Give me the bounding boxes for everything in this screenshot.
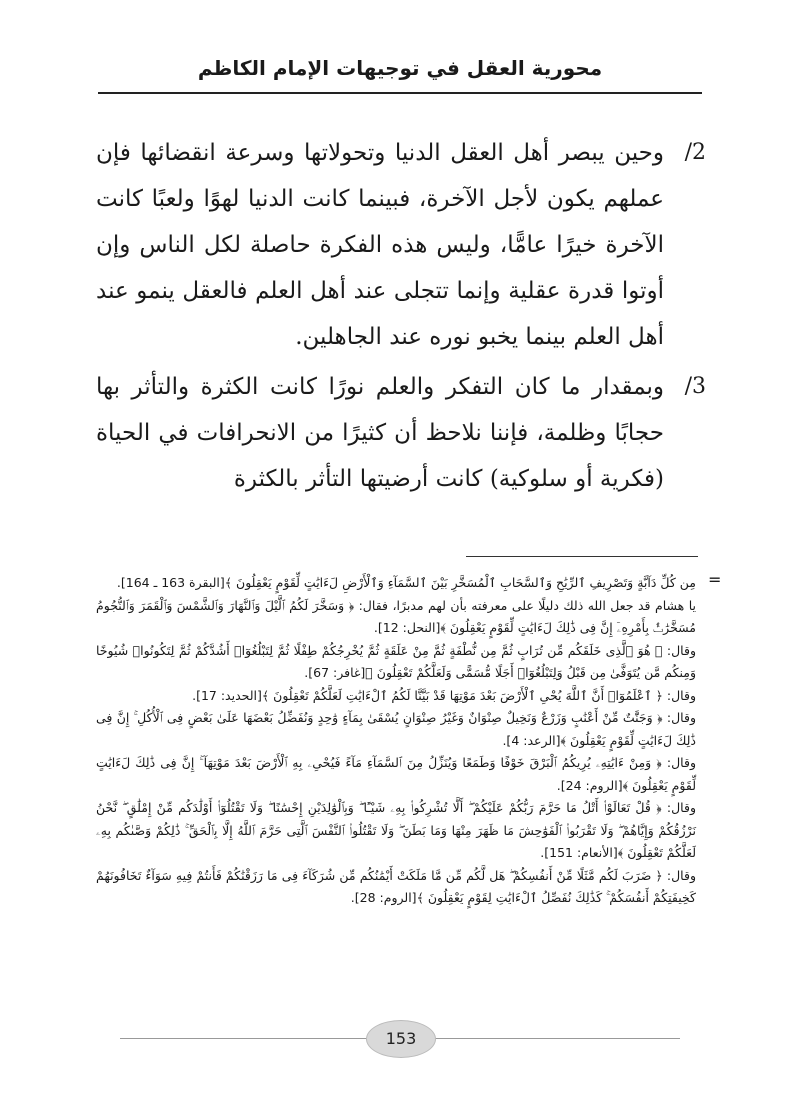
header-divider (98, 92, 702, 94)
footnote-divider (466, 556, 698, 557)
main-text (96, 130, 706, 506)
footnote-line: وقال: ﴿ ضَرَبَ لَكُم مَّثَلًا مِّنْ أَنفُسِكُمْ ۖ هَل لَّكُم مِّن مَّا مَلَكَتْ أَيْمَٰنُكُم مِّن شُرَكَآءَ فِى مَا رَزَقْنَٰكُمْ فَأَنتُمْ فِيهِ سَوَآءٌ تَخَافُونَهُمْ كَخِيفَتِكُمْ أَنفُسَكُمْ ۚ كَذَٰلِكَ نُفَصِّلُ ٱلْءَايَٰتِ لِقَوْمٍ يَعْقِلُونَ ﴾[الروم: 28]. (96, 867, 696, 905)
point-paragraph: وحين يبصر أهل العقل الدنيا وتحولاتها وسرعة انقضائها فإن عملهم يكون لأجل الآخرة، فبينما كانت الدنيا لهوًا ولعبًا كانت الآخرة خيرًا عامًّا، وليس هذه الفكرة حاصلة لكل الناس وإن أوتوا قدرة عقلية وإنما تتجلى عند أهل العلم فالعقل ينمو عند أهل العلم بينما يخبو نوره عند الجاهلين. (96, 140, 664, 350)
footnote-line: وقال: ﴿ هُوَ ٱلَّذِى خَلَقَكُم مِّن تُرَابٍ ثُمَّ مِن نُّطْفَةٍ ثُمَّ مِنْ عَلَقَةٍ ثُمَّ يُخْرِجُكُمْ طِفْلًا ثُمَّ لِتَبْلُغُوٓا۟ أَشُدَّكُمْ ثُمَّ لِتَكُونُوا۟ شُيُوخًا وَمِنكُم مَّن يُتَوَفَّىٰ مِن قَبْلُ وَلِتَبْلُغُوٓا۟ أَجَلًا مُّسَمًّى وَلَعَلَّكُمْ تَعْقِلُونَ ﴾[غافر: 67]. (96, 642, 696, 680)
footnotes (96, 572, 696, 910)
footnote-line: مِن كُلِّ دَآبَّةٍ وَتَصْرِيفِ ٱلرِّيَٰحِ وَٱلسَّحَابِ ٱلْمُسَخَّرِ بَيْنَ ٱلسَّمَآءِ وَٱلْأَرْضِ لَءَايَٰتٍ لِّقَوْمٍ يَعْقِلُونَ ﴾[البقرة 163 ـ 164]. (116, 575, 696, 590)
footnote-line: وقال: ﴿ قُلْ تَعَالَوْا۟ أَتْلُ مَا حَرَّمَ رَبُّكُمْ عَلَيْكُمْ ۖ أَلَّا تُشْرِكُوا۟ بِهِۦ شَيْـًٔا ۖ وَبِٱلْوَٰلِدَيْنِ إِحْسَٰنًا ۖ وَلَا تَقْتُلُوٓا۟ أَوْلَٰدَكُم مِّنْ إِمْلَٰقٍ ۖ نَّحْنُ نَرْزُقُكُمْ وَإِيَّاهُمْ ۖ وَلَا تَقْرَبُوا۟ ٱلْفَوَٰحِشَ مَا ظَهَرَ مِنْهَا وَمَا بَطَنَ ۖ وَلَا تَقْتُلُوا۟ ٱلنَّفْسَ ٱلَّتِى حَرَّمَ ٱللَّهُ إِلَّا بِٱلْحَقِّ ۚ ذَٰلِكُمْ وَصَّىٰكُم بِهِۦ لَعَلَّكُمْ تَعْقِلُونَ ﴾[الأنعام: 151]. (96, 800, 696, 860)
footnote-continuation-mark: = (708, 570, 722, 589)
footnote-line: وقال: ﴿ وَمِنْ ءَايَٰتِهِۦ يُرِيكُمُ ٱلْبَرْقَ خَوْفًا وَطَمَعًا وَيُنَزِّلُ مِنَ ٱلسَّمَآءِ مَآءً فَيُحْىِۦ بِهِ ٱلْأَرْضَ بَعْدَ مَوْتِهَآ ۚ إِنَّ فِى ذَٰلِكَ لَءَايَٰتٍ لِّقَوْمٍ يَعْقِلُونَ ﴾[الروم: 24]. (96, 755, 696, 793)
point-number: 3/ (684, 374, 706, 399)
point-paragraph: وبمقدار ما كان التفكر والعلم نورًا كانت الكثرة والتأثر بها حجابًا وظلمة، فإننا نلاحظ أن كثيرًا من الانحرافات في الحياة (فكرية أو سلوكية) كانت أرضيتها التأثر بالكثرة (96, 374, 664, 492)
footnote-line: وقال: ﴿ وَجَنَّٰتٌ مِّنْ أَعْنَٰبٍ وَزَرْعٌ وَنَخِيلٌ صِنْوَانٌ وَغَيْرُ صِنْوَانٍ يُسْقَىٰ بِمَآءٍ وَٰحِدٍ وَنُفَضِّلُ بَعْضَهَا عَلَىٰ بَعْضٍ فِى ٱلْأُكُلِ ۚ إِنَّ فِى ذَٰلِكَ لَءَايَٰتٍ لِّقَوْمٍ يَعْقِلُونَ ﴾[الرعد: 4]. (96, 710, 696, 748)
page-footer (0, 1016, 800, 1060)
footnote-line: وقال: ﴿ ٱعْلَمُوٓا۟ أَنَّ ٱللَّهَ يُحْىِ ٱلْأَرْضَ بَعْدَ مَوْتِهَا قَدْ بَيَّنَّا لَكُمُ ٱلْءَايَٰتِ لَعَلَّكُمْ تَعْقِلُونَ ﴾[الحديد: 17]. (192, 687, 696, 703)
footnote-line: يا هشام قد جعل الله ذلك دليلًا على معرفته بأن لهم مدبرًا، فقال: ﴿ وَسَخَّرَ لَكُمُ ٱلَّيْلَ وَٱلنَّهَارَ وَٱلشَّمْسَ وَٱلْقَمَرَ وَٱلنُّجُومُ مُسَخَّرَٰتٌۢ بِأَمْرِهِۦٓ إِنَّ فِى ذَٰلِكَ لَءَايَٰتٍ لِّقَوْمٍ يَعْقِلُونَ ﴾[النحل: 12]. (96, 597, 696, 635)
page-number: 153 (366, 1020, 436, 1058)
point-number: 2/ (684, 140, 706, 165)
numbered-point-3 (96, 364, 706, 502)
numbered-point-2 (96, 130, 706, 360)
page-header-title: محورية العقل في توجيهات الإمام الكاظم (197, 56, 603, 80)
